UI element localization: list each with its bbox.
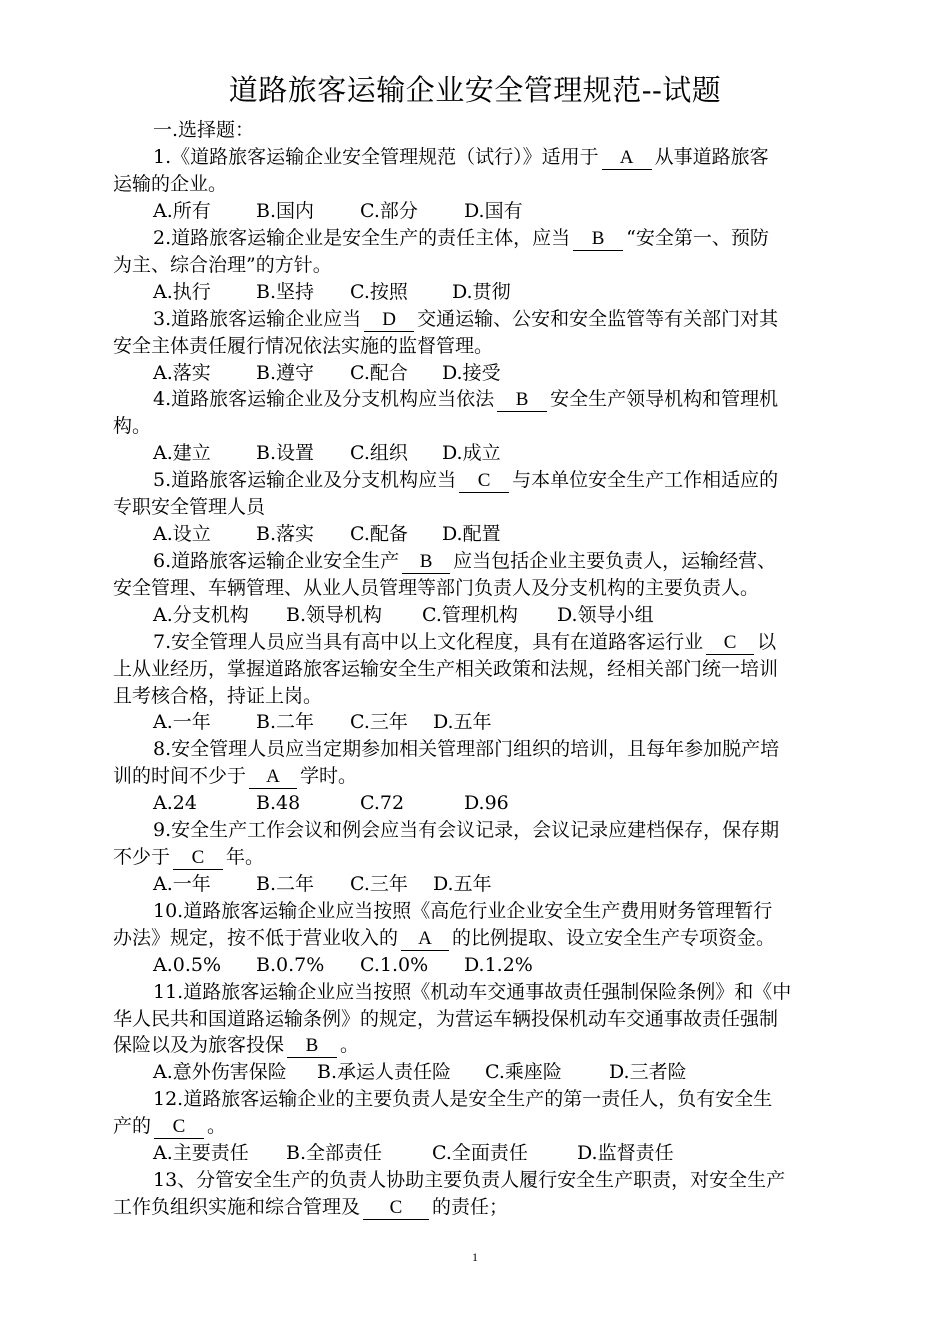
answer-blank: A (602, 147, 652, 170)
option: C.组织 (350, 442, 408, 464)
answer-blank: B (573, 228, 623, 251)
option: B.遵守 (256, 362, 315, 384)
question-8-cont: 训的时间不少于 A 学时。 (113, 765, 358, 787)
page-title: 道路旅客运输企业安全管理规范--试题 (228, 73, 722, 107)
answer-blank: B (497, 389, 547, 412)
option: C.管理机构 (422, 604, 518, 626)
option: D.三者险 (609, 1061, 687, 1083)
question-11-options (153, 1059, 838, 1086)
question-2-cont: 为主、综合治理”的方针。 (113, 254, 332, 276)
option: C.配合 (350, 362, 408, 384)
question-10: 10.道路旅客运输企业应当按照《高危行业企业安全生产费用财务管理暂行 (153, 900, 773, 922)
answer-blank: C (154, 1116, 204, 1139)
option: D.贯彻 (452, 281, 511, 303)
question-3: 3.道路旅客运输企业应当 D 交通运输、公安和安全监管等有关部门对其 (153, 308, 779, 330)
option: A.意外伤害保险 (153, 1061, 287, 1083)
option: C.按照 (350, 281, 408, 303)
option: B.领导机构 (286, 604, 383, 626)
option: D.五年 (433, 711, 492, 733)
page-number: 1 (472, 1250, 478, 1264)
question-7: 7.安全管理人员应当具有高中以上文化程度，具有在道路客运行业 C 以 (153, 631, 777, 653)
option: C.1.0% (360, 954, 429, 976)
option: A.主要责任 (153, 1142, 249, 1164)
answer-blank: C (706, 632, 754, 655)
answer-blank: B (287, 1035, 337, 1058)
question-5-options (153, 521, 838, 548)
answer-blank: D (364, 309, 414, 332)
question-1-options (153, 198, 838, 225)
question-6: 6.道路旅客运输企业安全生产 B 应当包括企业主要负责人，运输经营、 (153, 550, 777, 572)
question-11-cont: 华人民共和国道路运输条例》的规定，为营运车辆投保机动车交通事故责任强制 (113, 1008, 779, 1030)
answer-blank: C (173, 847, 223, 870)
option: B.承运人责任险 (317, 1061, 452, 1083)
option: D.领导小组 (557, 604, 654, 626)
question-9-cont: 不少于 C 年。 (113, 846, 265, 868)
answer-blank: B (402, 551, 450, 574)
option: A.0.5% (153, 954, 222, 976)
question-13: 13、分管安全生产的负责人协助主要负责人履行安全生产职责，对安全生产 (153, 1169, 786, 1191)
question-10-options (153, 952, 838, 979)
question-12-cont: 产的 C 。 (113, 1115, 227, 1137)
question-6-cont: 安全管理、车辆管理、从业人员管理等部门负责人及分支机构的主要负责人。 (113, 577, 760, 599)
option: A.一年 (153, 711, 211, 733)
option: C.配备 (350, 523, 408, 545)
option: C.部分 (360, 200, 418, 222)
question-7-options (153, 709, 838, 736)
option: C.三年 (350, 873, 408, 895)
question-7-cont-2: 且考核合格，持证上岗。 (113, 685, 323, 707)
question-11: 11.道路旅客运输企业应当按照《机动车交通事故责任强制保险条例》和《中 (153, 981, 792, 1003)
option: C.乘座险 (485, 1061, 562, 1083)
option: D.监督责任 (577, 1142, 674, 1164)
question-5-cont: 专职安全管理人员 (113, 496, 266, 518)
question-12: 12.道路旅客运输企业的主要负责人是安全生产的第一责任人，负有安全生 (153, 1088, 773, 1110)
question-1: 1.《道路旅客运输企业安全管理规范（试行）》适用于 A 从事道路旅客 (153, 146, 769, 168)
option: B.设置 (256, 442, 315, 464)
question-10-cont: 办法》规定，按不低于营业收入的 A 的比例提取、设立安全生产专项资金。 (113, 927, 776, 949)
option: B.0.7% (256, 954, 325, 976)
option: D.五年 (433, 873, 492, 895)
option: B.国内 (256, 200, 315, 222)
option: A.执行 (153, 281, 211, 303)
question-4: 4.道路旅客运输企业及分支机构应当依法 B 安全生产领导机构和管理机 (153, 388, 779, 410)
question-9-options (153, 871, 838, 898)
question-4-cont: 构。 (113, 415, 152, 437)
question-2: 2.道路旅客运输企业是安全生产的责任主体，应当 B “安全第一、预防 (153, 227, 769, 249)
option: D.国有 (464, 200, 523, 222)
question-3-cont: 安全主体责任履行情况依法实施的监督管理。 (113, 335, 494, 357)
option: D.成立 (442, 442, 501, 464)
option: C.三年 (350, 711, 408, 733)
question-1-cont: 运输的企业。 (113, 173, 228, 195)
question-7-cont: 上从业经历，掌握道路旅客运输安全生产相关政策和法规，经相关部门统一培训 (113, 658, 779, 680)
option: A.落实 (153, 362, 211, 384)
option: A.设立 (153, 523, 211, 545)
question-13-cont: 工作负组织实施和综合管理及 C 的责任； (113, 1196, 509, 1218)
option: D.96 (464, 792, 509, 814)
question-9: 9.安全生产工作会议和例会应当有会议记录，会议记录应建档保存，保存期 (153, 819, 780, 841)
option: B.二年 (256, 711, 315, 733)
question-5: 5.道路旅客运输企业及分支机构应当 C 与本单位安全生产工作相适应的 (153, 469, 779, 491)
question-2-options (153, 279, 838, 306)
question-4-options (153, 440, 838, 467)
option: B.全部责任 (286, 1142, 383, 1164)
option: B.二年 (256, 873, 315, 895)
option: A.24 (153, 792, 197, 814)
option: A.建立 (153, 442, 211, 464)
answer-blank: C (459, 470, 509, 493)
option: B.落实 (256, 523, 315, 545)
question-8-options (153, 790, 838, 817)
option: A.所有 (153, 200, 211, 222)
option: C.全面责任 (432, 1142, 528, 1164)
option: D.接受 (442, 362, 501, 384)
option: A.一年 (153, 873, 211, 895)
option: B.坚持 (256, 281, 315, 303)
option: B.48 (256, 792, 301, 814)
answer-blank: A (401, 928, 449, 951)
question-8: 8.安全管理人员应当定期参加相关管理部门组织的培训，且每年参加脱产培 (153, 738, 780, 760)
option: D.1.2% (464, 954, 533, 976)
question-6-options (153, 602, 838, 629)
section-heading: 一.选择题： (153, 119, 255, 141)
option: A.分支机构 (153, 604, 249, 626)
question-12-options (153, 1140, 838, 1167)
answer-blank: A (249, 766, 297, 789)
answer-blank: C (363, 1197, 429, 1220)
option: C.72 (360, 792, 405, 814)
question-3-options (153, 360, 838, 387)
question-11-cont-2: 保险以及为旅客投保 B 。 (113, 1034, 360, 1056)
option: D.配置 (442, 523, 501, 545)
